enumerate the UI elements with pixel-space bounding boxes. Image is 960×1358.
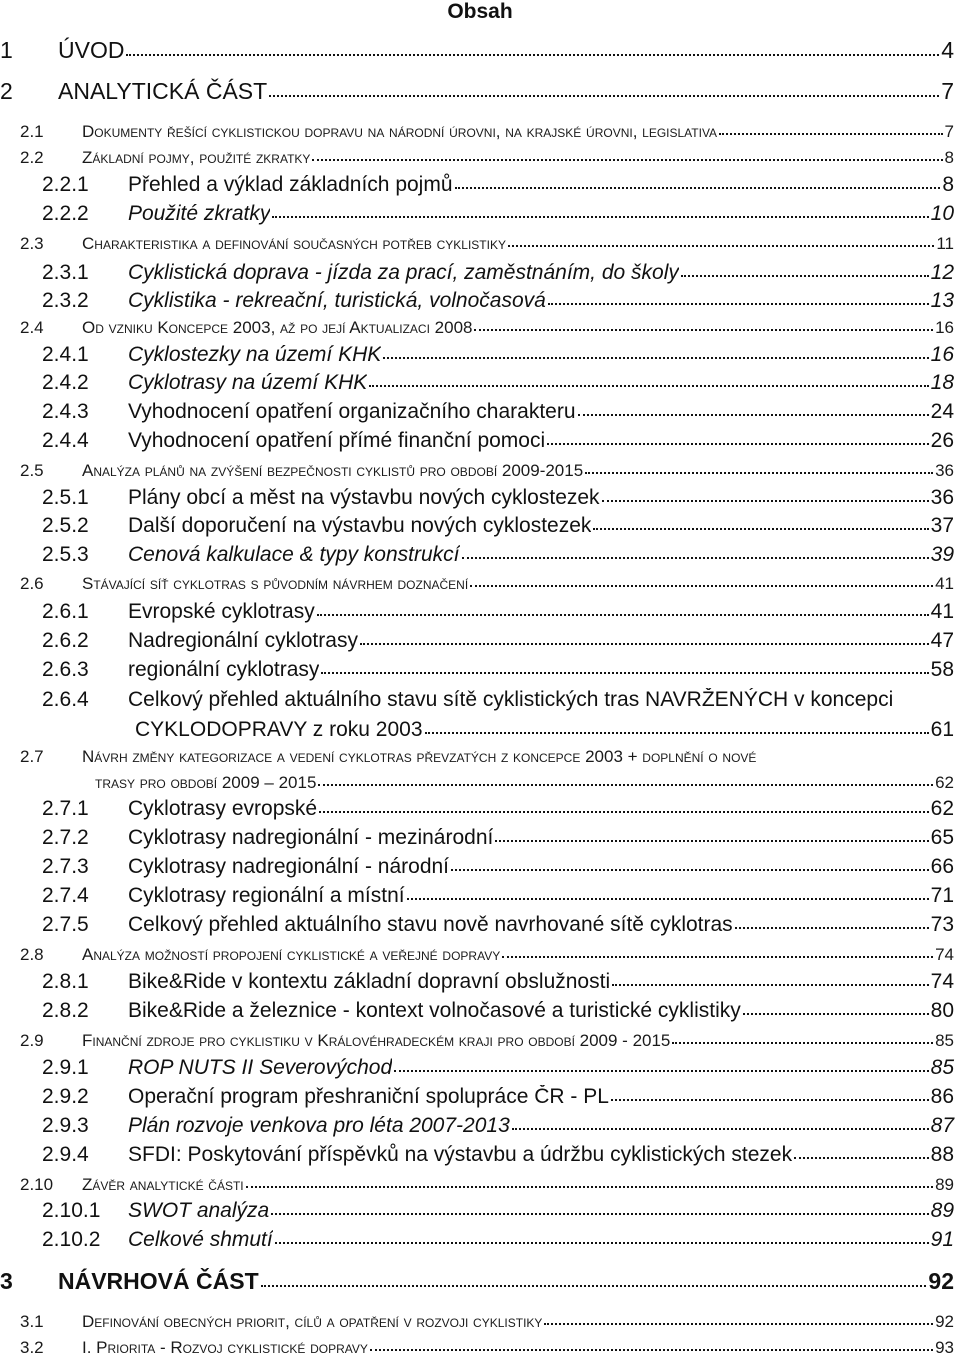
toc-entry-number: 2.1 (20, 122, 44, 141)
toc-entry-number: 2.5.1 (42, 486, 89, 509)
toc-entry[interactable] (42, 1085, 954, 1109)
dot-leader (319, 811, 929, 813)
dot-leader (317, 614, 929, 616)
toc-entry-page: 4 (941, 37, 954, 63)
dot-leader (318, 784, 933, 786)
dot-leader (548, 303, 929, 305)
toc-entry-page: 62 (930, 797, 954, 820)
toc-entry-title: trasy pro období 2009 – 2015 (95, 773, 317, 792)
toc-entry-page: 65 (930, 826, 954, 849)
toc-entry-page: 16 (930, 343, 954, 366)
toc-entry-title: Plány obcí a měst na výstavbu nových cyklostezek (128, 486, 600, 509)
toc-entry-number: 2.8.2 (42, 999, 89, 1022)
toc-entry[interactable] (20, 1175, 954, 1195)
dot-leader (425, 732, 929, 734)
toc-entry-title: Charakteristika a definování současných potřeb cyklistiky (82, 234, 506, 253)
toc-entry-page: 13 (930, 289, 954, 312)
toc-entry-page: 58 (930, 658, 954, 681)
toc-entry-page: 85 (935, 1031, 954, 1050)
toc-entry[interactable] (42, 999, 954, 1023)
toc-entry[interactable] (42, 970, 954, 994)
toc-entry[interactable] (20, 747, 954, 767)
dot-leader (451, 869, 929, 871)
toc-entry-number: 2.8 (20, 945, 44, 964)
toc-entry-number: 2.2.1 (42, 173, 89, 196)
toc-entry[interactable] (42, 543, 954, 567)
dot-leader (544, 1323, 933, 1325)
toc-entry[interactable] (42, 1228, 954, 1252)
dot-leader (261, 1285, 927, 1287)
dot-leader (602, 500, 929, 502)
toc-entry-title: Cyklotrasy nadregionální - mezinárodní (128, 826, 494, 849)
dot-leader (681, 275, 929, 277)
toc-entry-page: 62 (935, 773, 954, 792)
toc-entry[interactable] (42, 600, 954, 624)
toc-entry[interactable] (20, 1031, 954, 1051)
toc-entry-title: Cyklotrasy evropské (128, 797, 318, 820)
toc-entry-number: 2.5 (20, 461, 44, 480)
dot-leader (246, 1186, 933, 1188)
toc-entry-number: 2 (0, 78, 13, 104)
toc-entry-title: ANALYTICKÁ ČÁST (58, 78, 268, 104)
toc-entry-page: 18 (930, 371, 954, 394)
dot-leader (794, 1157, 929, 1159)
toc-entry-title: Celkové shmutí (128, 1228, 273, 1251)
toc-entry-page: 8 (944, 148, 954, 167)
toc-entry-number: 2.6.2 (42, 629, 89, 652)
toc-entry-number: 2.3 (20, 234, 44, 253)
dot-leader (495, 840, 928, 842)
toc-entry-number: 2.6.3 (42, 658, 89, 681)
dot-leader (672, 1042, 933, 1044)
toc-entry-title: Základní pojmy, použité zkratky (82, 148, 311, 167)
dot-leader (470, 585, 933, 587)
dot-leader (611, 1099, 929, 1101)
toc-entry-title: Cyklistická doprava - jízda za prací, zaměstnáním, do školy (128, 261, 679, 284)
toc-entry-page: 74 (930, 970, 954, 993)
toc-entry-title: Vyhodnocení opatření organizačního charakteru (128, 400, 576, 423)
toc-entry-title: Vyhodnocení opatření přímé finanční pomoci (128, 429, 546, 452)
toc-entry[interactable] (42, 429, 954, 453)
toc-entry[interactable] (0, 78, 954, 105)
toc-entry-number: 2.5.3 (42, 543, 89, 566)
toc-entry-number: 2.3.2 (42, 289, 89, 312)
toc-entry-title: SWOT analýza (128, 1199, 270, 1222)
dot-leader (455, 187, 941, 189)
toc-entry[interactable] (20, 461, 954, 481)
dot-leader (370, 1349, 933, 1351)
toc-entry-number: 2.9.2 (42, 1085, 89, 1108)
toc-entry-page: 24 (930, 400, 954, 423)
dot-leader (126, 54, 939, 56)
toc-entry-page: 85 (930, 1056, 954, 1079)
toc-entry-page: 12 (930, 261, 954, 284)
toc-entry-page: 36 (935, 461, 954, 480)
toc-entry-page: 10 (930, 202, 954, 225)
toc-entry-title: Celkový přehled aktuálního stavu sítě cyklistických tras NAVRŽENÝCH v koncepci (128, 688, 894, 711)
toc-entry-title: ÚVOD (58, 37, 125, 63)
toc-entry-number: 2.9.3 (42, 1114, 89, 1137)
toc-entry-number: 3.1 (20, 1312, 44, 1331)
toc-entry[interactable] (20, 574, 954, 594)
toc-entry-title: ROP NUTS II Severovýchod (128, 1056, 393, 1079)
toc-entry-title: Cyklotrasy nadregionální - národní (128, 855, 450, 878)
toc-entry-title: Plán rozvoje venkova pro léta 2007-2013 (128, 1114, 510, 1137)
toc-entry-number: 2.4 (20, 318, 44, 337)
toc-entry-page: 11 (936, 234, 954, 253)
toc-entry-page: 16 (935, 318, 954, 337)
toc-entry-number: 2.10.1 (42, 1199, 101, 1222)
toc-entry-number: 2.4.4 (42, 429, 89, 452)
toc-entry-number: 2.7.4 (42, 884, 89, 907)
dot-leader (593, 528, 928, 530)
toc-entry[interactable] (42, 658, 954, 682)
toc-entry-title: Cyklotrasy regionální a místní (128, 884, 405, 907)
dot-leader (321, 672, 928, 674)
toc-entry[interactable] (20, 234, 954, 254)
toc-entry-page: 37 (930, 514, 954, 537)
toc-entry[interactable] (42, 688, 954, 712)
toc-entry-page: 89 (930, 1199, 954, 1222)
toc-entry-title: Dokumenty řešící cyklistickou dopravu na národní úrovni, na krajské úrovni, legislativa (82, 122, 718, 141)
toc-entry-page: 47 (930, 629, 954, 652)
toc-entry-title: Cyklostezky na území KHK (128, 343, 382, 366)
toc-entry-number: 2.9 (20, 1031, 44, 1050)
dot-leader (474, 329, 933, 331)
dot-leader (271, 1213, 928, 1215)
toc-entry[interactable] (42, 343, 954, 367)
toc-entry[interactable] (42, 202, 954, 226)
toc-entry-page: 92 (928, 1268, 954, 1294)
toc-title: Obsah (447, 0, 513, 23)
toc-entry[interactable] (42, 797, 954, 821)
toc-entry-page: 91 (930, 1228, 954, 1251)
toc-entry-page: 41 (935, 574, 954, 593)
toc-entry-title: Závěr analytické části (82, 1175, 244, 1194)
dot-leader (394, 1070, 929, 1072)
dot-leader (719, 133, 942, 135)
toc-entry-page: 93 (935, 1338, 954, 1357)
toc-entry-number: 2.10.2 (42, 1228, 101, 1251)
toc-entry-title: Bike&Ride a železnice - kontext volnočasové a turistické cyklistiky (128, 999, 741, 1022)
toc-entry-number: 2.5.2 (42, 514, 89, 537)
dot-leader (585, 472, 933, 474)
toc-entry-title: regionální cyklotrasy (128, 658, 320, 681)
toc-entry-page: 39 (930, 543, 954, 566)
toc-entry-number: 2.4.3 (42, 400, 89, 423)
toc-entry[interactable] (20, 318, 954, 338)
toc-entry[interactable] (20, 122, 954, 142)
toc-entry[interactable] (0, 37, 954, 64)
dot-leader (383, 357, 928, 359)
toc-entry-number: 2.6 (20, 574, 44, 593)
toc-entry-page: 61 (930, 718, 954, 741)
dot-leader (462, 557, 929, 559)
dot-leader (360, 643, 929, 645)
toc-entry-number: 2.7.5 (42, 913, 89, 936)
toc-entry-number: 1 (0, 37, 13, 63)
toc-entry[interactable] (20, 945, 954, 965)
toc-entry-page: 74 (935, 945, 954, 964)
toc-entry-title: Cyklotrasy na území KHK (128, 371, 368, 394)
toc-entry-number: 2.6.1 (42, 600, 89, 623)
toc-entry-title: Bike&Ride v kontextu základní dopravní obslužnosti (128, 970, 611, 993)
toc-entry[interactable] (20, 1338, 954, 1358)
toc-entry-number: 2.7.1 (42, 797, 89, 820)
toc-entry-page: 8 (942, 173, 954, 196)
dot-leader (512, 1128, 929, 1130)
toc-entry-title: SFDI: Poskytování příspěvků na výstavbu a údržbu cyklistických stezek (128, 1143, 793, 1166)
toc-entry-number: 2.6.4 (42, 688, 89, 711)
toc-entry[interactable] (135, 718, 954, 742)
toc-entry-number: 2.4.1 (42, 343, 89, 366)
toc-entry-number: 2.7.2 (42, 826, 89, 849)
toc-entry[interactable] (42, 486, 954, 510)
dot-leader (612, 984, 929, 986)
toc-entry[interactable] (42, 289, 954, 313)
toc-entry[interactable] (42, 855, 954, 879)
toc-entry-number: 2.2.2 (42, 202, 89, 225)
toc-entry-page: 36 (930, 486, 954, 509)
toc-entry-title: Cyklistika - rekreační, turistická, volnočasová (128, 289, 546, 312)
toc-entry-title: CYKLODOPRAVY z roku 2003 (135, 718, 423, 741)
toc-entry-number: 3 (0, 1268, 13, 1294)
toc-entry-title: Finanční zdroje pro cyklistiku v Královéhradeckém kraji pro období 2009 - 2015 (82, 1031, 671, 1050)
toc-entry-number: 2.4.2 (42, 371, 89, 394)
dot-leader (502, 956, 933, 958)
toc-entry[interactable] (42, 1199, 954, 1223)
toc-entry-title: NÁVRHOVÁ ČÁST (58, 1268, 259, 1294)
toc-entry-number: 2.2 (20, 148, 44, 167)
toc-entry[interactable] (42, 1143, 954, 1167)
toc-entry-title: I. Priorita - Rozvoj cyklistické dopravy (82, 1338, 368, 1357)
toc-entry-page: 26 (930, 429, 954, 452)
toc-entry-number: 2.8.1 (42, 970, 89, 993)
toc-entry-title: Stávající síť cyklotras s původním návrhem doznačení (82, 574, 469, 593)
dot-leader (547, 443, 929, 445)
toc-entry-page: 71 (930, 884, 954, 907)
toc-entry-title: Analýza možností propojení cyklistické a veřejné dopravy (82, 945, 501, 964)
toc-entry[interactable] (42, 826, 954, 850)
toc-entry[interactable] (42, 1114, 954, 1138)
toc-entry-page: 89 (935, 1175, 954, 1194)
toc-entry-title: Další doporučení na výstavbu nových cyklostezek (128, 514, 592, 537)
toc-entry-title: Evropské cyklotrasy (128, 600, 315, 623)
toc-entry[interactable] (42, 1056, 954, 1080)
toc-entry-page: 86 (930, 1085, 954, 1108)
toc-entry-page: 92 (935, 1312, 954, 1331)
toc-entry-number: 2.7.3 (42, 855, 89, 878)
dot-leader (407, 898, 929, 900)
toc-entry[interactable] (42, 629, 954, 653)
dot-leader (743, 1013, 929, 1015)
toc-entry[interactable] (20, 148, 954, 168)
toc-entry-number: 2.9.4 (42, 1143, 89, 1166)
toc-entry-title: Analýza plánů na zvýšení bezpečnosti cyklistů pro období 2009-2015 (82, 461, 584, 480)
toc-entry-title: Nadregionální cyklotrasy (128, 629, 358, 652)
dot-leader (735, 927, 929, 929)
toc-entry[interactable] (42, 400, 954, 424)
dot-leader (369, 385, 928, 387)
toc-entry-title: Operační program přeshraniční spolupráce ČR - PL (128, 1085, 609, 1108)
dot-leader (275, 1242, 929, 1244)
toc-entry-title: Celkový přehled aktuálního stavu nově navrhované sítě cyklotras (128, 913, 733, 936)
toc-entry[interactable] (20, 1312, 954, 1332)
toc-entry-title: Návrh změny kategorizace a vedení cyklotras převzatých z koncepce 2003 + doplnění o nové (82, 747, 757, 766)
toc-entry-page: 7 (944, 122, 954, 141)
toc-entry-page: 88 (930, 1143, 954, 1166)
toc-entry-number: 2.9.1 (42, 1056, 89, 1079)
toc-entry-number: 2.3.1 (42, 261, 89, 284)
toc-entry-page: 66 (930, 855, 954, 878)
toc-entry[interactable] (42, 173, 954, 197)
toc-entry[interactable] (42, 913, 954, 937)
toc-entry-title: Cenová kalkulace & typy konstrukcí (128, 543, 460, 566)
toc-entry-title: Použité zkratky (128, 202, 271, 225)
toc-entry-page: 80 (930, 999, 954, 1022)
toc-entry-title: Definování obecných priorit, cílů a opatření v rozvoji cyklistiky (82, 1312, 543, 1331)
toc-entry[interactable] (42, 514, 954, 538)
toc-entry-page: 7 (941, 78, 954, 104)
dot-leader (508, 245, 934, 247)
toc-entry[interactable] (42, 371, 954, 395)
toc-entry[interactable] (42, 884, 954, 908)
toc-entry[interactable] (42, 261, 954, 285)
dot-leader (312, 159, 942, 161)
toc-entry-title: Přehled a výklad základních pojmů (128, 173, 453, 196)
dot-leader (269, 95, 939, 97)
toc-entry-number: 3.2 (20, 1338, 44, 1357)
toc-entry-page: 87 (930, 1114, 954, 1137)
dot-leader (272, 216, 928, 218)
dot-leader (578, 414, 929, 416)
toc-entry-title: Od vzniku Koncepce 2003, až po její Aktualizaci 2008 (82, 318, 473, 337)
toc-entry-page: 41 (930, 600, 954, 623)
toc-entry[interactable] (0, 1268, 954, 1295)
toc-entry[interactable] (95, 773, 954, 793)
toc-entry-number: 2.10 (20, 1175, 54, 1194)
toc-entry-number: 2.7 (20, 747, 44, 766)
toc-entry-page: 73 (930, 913, 954, 936)
